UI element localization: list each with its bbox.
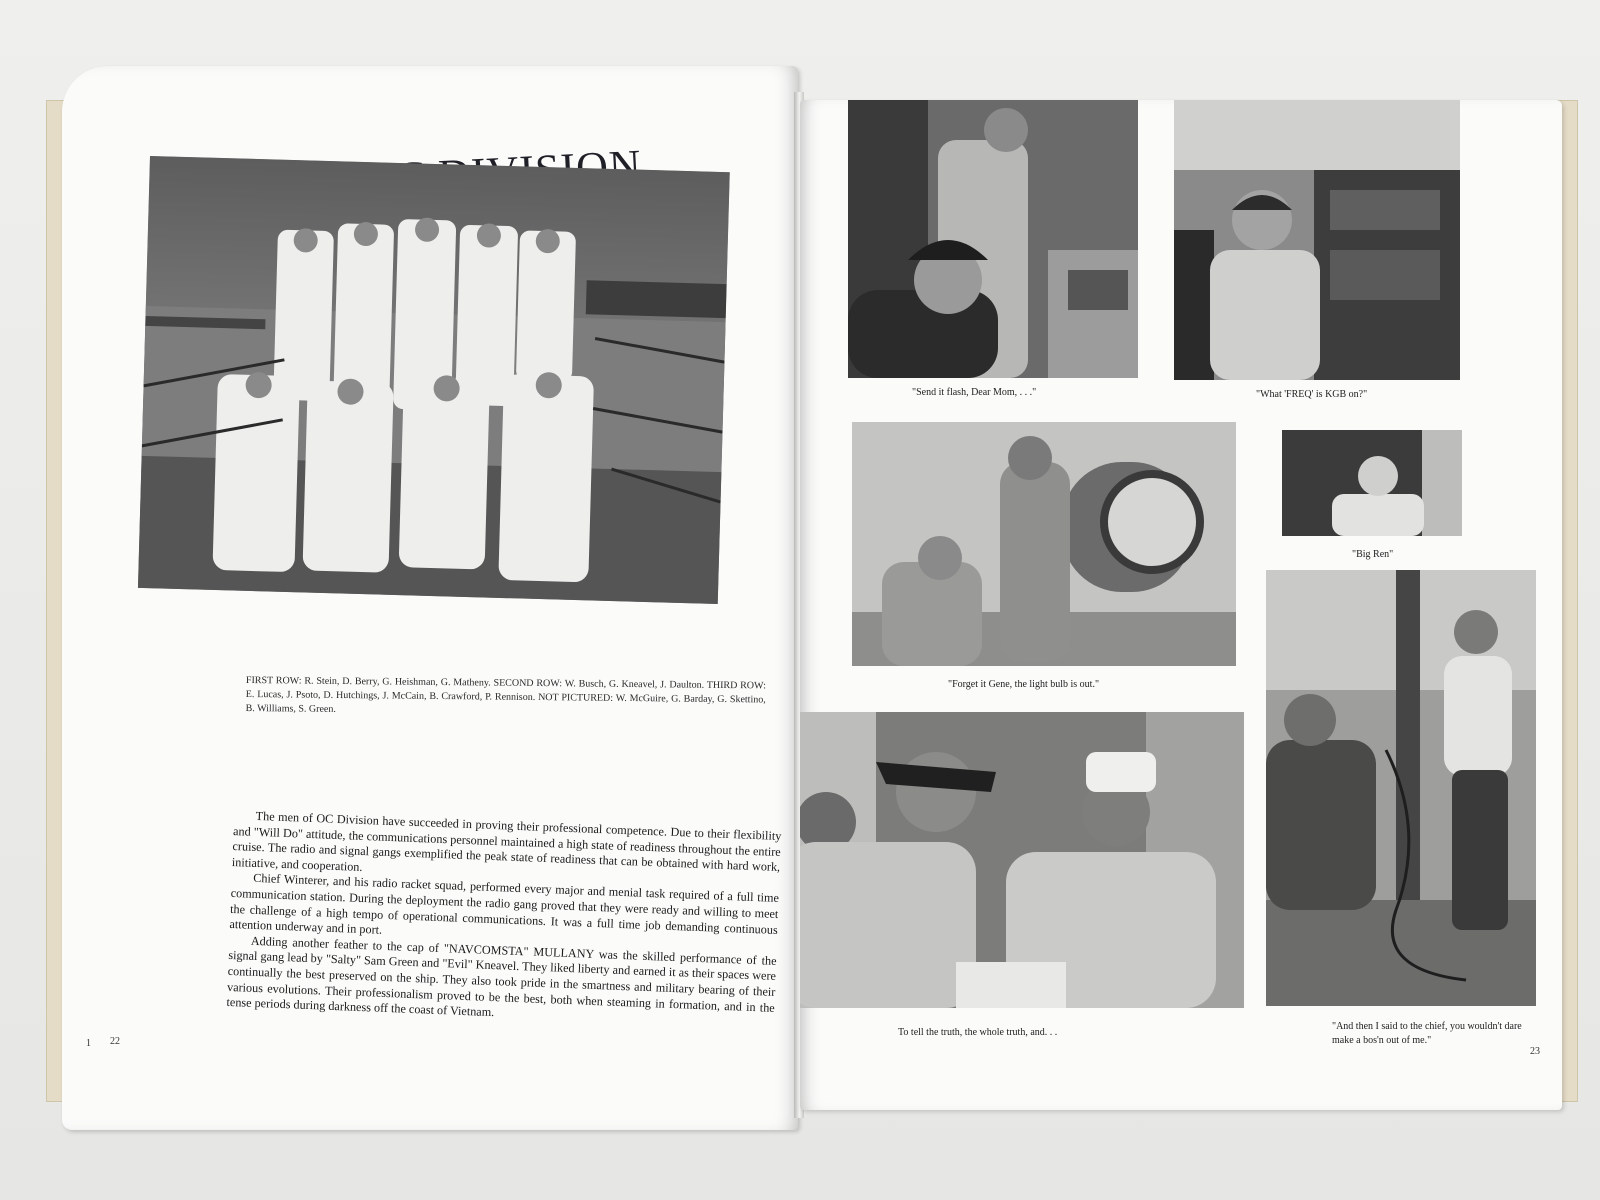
caption-photo3: "Forget it Gene, the light bulb is out." [948, 679, 1100, 690]
paragraph: Chief Winterer, and his radio racket squad, performed every major and menial task required of a full time communication station. During the deployment the radio gang proved that they were ready and willing to meet the challenge of a high tempo of operational communications. It was a full time job demanding continuous attention underway and in port. [229, 871, 780, 937]
photo-radio-operators [848, 100, 1138, 378]
photo-signal-light [852, 422, 1236, 666]
paragraph: Adding another feather to the cap of "NAVCOMSTA" MULLANY was the skilled performance of the signal gang lead by "Salty" Sam Green and "Evil" Kneavel. They liked liberty and earned it as their spaces were continually the best preserved on the ship. They also took pride in the smartness and military bearing of their various evolutions. Their professionalism proved to be the best, both when steaming in formation, and in the tense periods during darkness off the coast of Vietnam. [226, 933, 777, 1020]
page-edge-mark: 1 [86, 1038, 91, 1049]
photo-cable-work [1266, 570, 1536, 1006]
right-page [800, 100, 1562, 1110]
page-number-left: 22 [110, 1036, 120, 1047]
caption-photo4: "Big Ren" [1352, 549, 1394, 560]
paragraph: The men of OC Division have succeeded in proving their professional competence. Due to their flexibility and "Will Do" attitude, the communications personnel maintained a high state of readiness throughout the entire cruise. The radio and signal gangs exemplified the peak state of readiness that can be obtained with hard work, initiative, and cooperation. [231, 808, 782, 875]
photo-radio-room [1174, 100, 1460, 380]
caption-photo5: To tell the truth, the whole truth, and. . . [898, 1027, 1058, 1038]
body-text [226, 808, 781, 1032]
photo-big-ren [1282, 430, 1462, 536]
group-photo [138, 156, 730, 604]
photo-oath [800, 712, 1244, 1008]
caption-photo1: "Send it flash, Dear Mom, . . ." [912, 387, 1037, 398]
caption-photo6: "And then I said to the chief, you wouldn't dare make a bos'n out of me." [1332, 1021, 1522, 1046]
left-page [62, 66, 798, 1130]
caption-photo2: "What 'FREQ' is KGB on?" [1256, 389, 1368, 400]
page-number-right: 23 [1530, 1046, 1540, 1057]
roster-caption: FIRST ROW: R. Stein, D. Berry, G. Heishman, G. Matheny. SECOND ROW: W. Busch, G. Kneavel, J. Daulton. THIRD ROW: E. Lucas, J. Psoto, D. Hutchings, J. McCain, B. Crawford, P. Rennison. NOT PICTURED: W. McGuire, G. Barday, G. Skettino, B. Williams, S. Green. [245, 674, 766, 715]
